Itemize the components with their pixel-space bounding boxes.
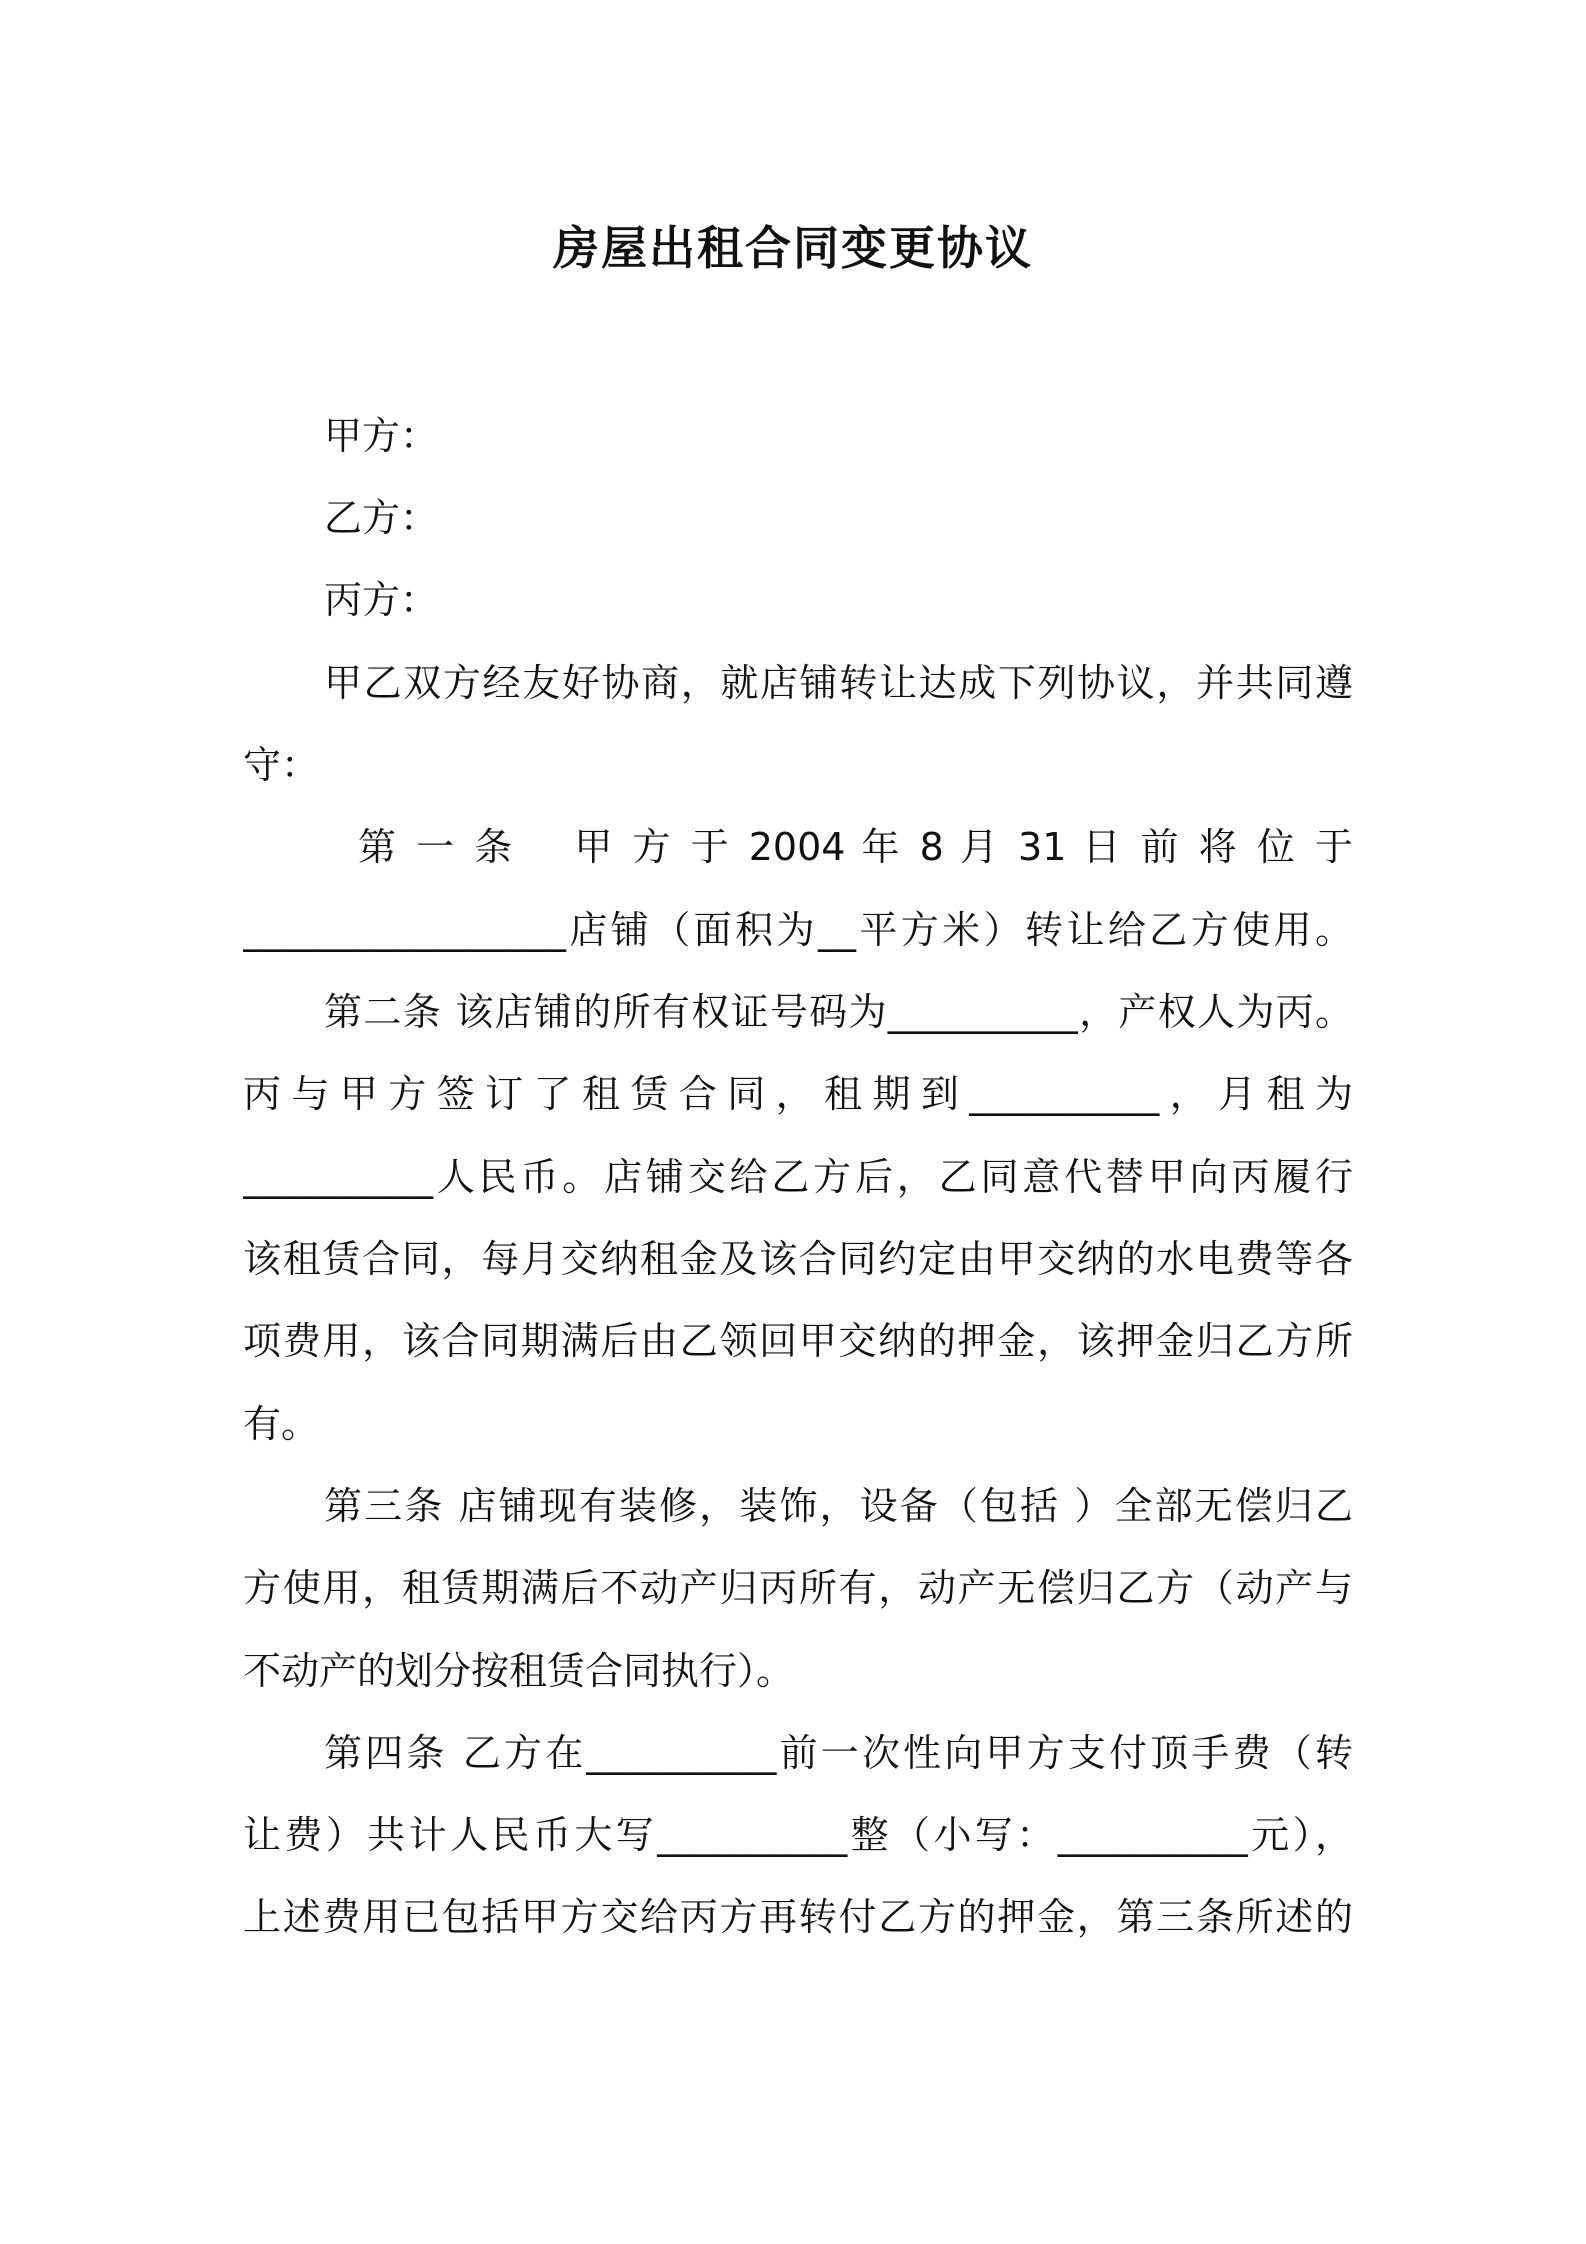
party-b-line: 乙方： (324, 496, 439, 540)
party-a-line: 甲方： (324, 414, 439, 458)
party-c-line: 丙方： (324, 578, 439, 622)
article-2-line: 项费用，该合同期满后由乙领回甲交纳的押金，该押金归乙方所 (243, 1319, 1353, 1363)
article-2-line: 丙与甲方签订了租赁合同，租期到__________，月租为 (243, 1072, 1353, 1116)
article-1-line: _________________店铺（面积为__平方米）转让给乙方使用。 (243, 908, 1353, 952)
preamble-line: 甲乙双方经友好协商，就店铺转让达成下列协议，并共同遵 (324, 661, 1353, 705)
article-3-line: 第三条 店铺现有装修，装饰，设备（包括 ）全部无偿归乙 (324, 1484, 1353, 1528)
article-2-line: 该租赁合同，每月交纳租金及该合同约定由甲交纳的水电费等各 (243, 1237, 1353, 1281)
article-2-line: 有。 (243, 1402, 320, 1446)
article-4-line: 上述费用已包括甲方交给丙方再转付乙方的押金，第三条所述的 (243, 1895, 1353, 1939)
article-4-line: 第四条 乙方在__________前一次性向甲方支付顶手费（转 (324, 1731, 1353, 1775)
article-2-line: 第二条 该店铺的所有权证号码为__________，产权人为丙。 (324, 990, 1353, 1034)
document-title: 房屋出租合同变更协议 (553, 221, 1033, 275)
preamble-line: 守： (243, 743, 320, 787)
article-1-line: 第 一 条 甲 方 于 2004 年 8 月 31 日 前 将 位 于 (358, 825, 1353, 869)
article-3-line: 不动产的划分按租赁合同执行）。 (243, 1649, 795, 1693)
article-2-line: __________人民币。店铺交给乙方后，乙同意代替甲向丙履行 (243, 1155, 1353, 1199)
article-3-line: 方使用，租赁期满后不动产归丙所有，动产无偿归乙方（动产与 (243, 1566, 1353, 1610)
article-4-line: 让费）共计人民币大写__________整（小写：__________元）， (243, 1813, 1353, 1857)
